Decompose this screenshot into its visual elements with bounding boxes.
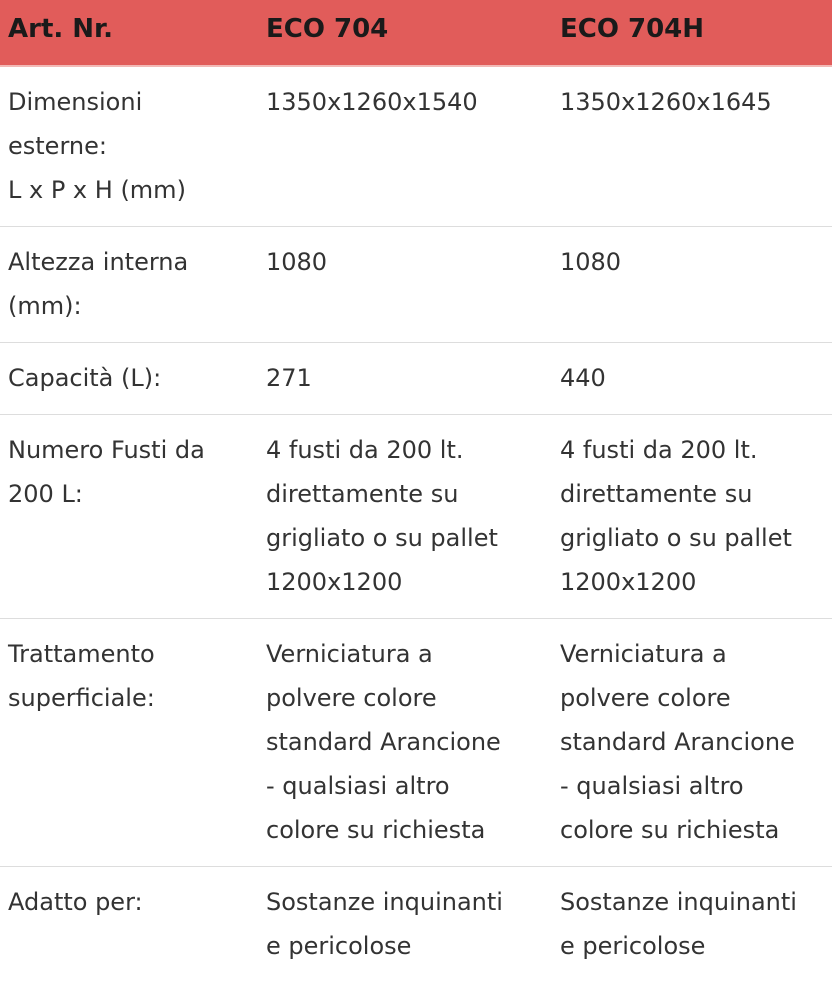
row-label: Altezza interna (mm): xyxy=(0,227,258,343)
cell-eco-704h: 4 fusti da 200 lt. direttamente su grigliato o su pallet 1200x1200 xyxy=(552,415,832,619)
row-label: Numero Fusti da 200 L: xyxy=(0,415,258,619)
cell-eco-704: Sostanze inquinanti e pericolose xyxy=(266,888,503,960)
row-label: Adatto per: xyxy=(8,888,143,916)
table-row-internal-height xyxy=(0,227,832,343)
cell-eco-704: 271 xyxy=(258,343,552,415)
table-row-capacity xyxy=(0,343,832,415)
table-row-external-dimensions xyxy=(0,66,832,227)
header-eco-704h: ECO 704H xyxy=(552,0,832,66)
header-article-number: Art. Nr. xyxy=(0,0,258,66)
table-row-drum-count xyxy=(0,415,832,619)
cell-eco-704h: Verniciatura a polvere colore standard Arancione - qualsiasi altro colore su richiesta xyxy=(552,619,832,867)
cell-eco-704h: 1080 xyxy=(552,227,832,343)
cell-eco-704: Verniciatura a polvere colore standard Arancione - qualsiasi altro colore su richiesta xyxy=(258,619,552,867)
table-row-suitable-for xyxy=(0,867,832,983)
cell-eco-704h: 1350x1260x1645 xyxy=(552,66,832,227)
cell-eco-704h: 440 xyxy=(552,343,832,415)
header-eco-704: ECO 704 xyxy=(258,0,552,66)
row-label: Trattamento superficiale: xyxy=(0,619,258,867)
table-row-surface-treatment xyxy=(0,619,832,867)
cell-eco-704: 1350x1260x1540 xyxy=(258,66,552,227)
row-label: Capacità (L): xyxy=(0,343,258,415)
cell-eco-704: 4 fusti da 200 lt. direttamente su grigliato o su pallet 1200x1200 xyxy=(258,415,552,619)
cell-eco-704h: Sostanze inquinanti e pericolose xyxy=(560,888,797,960)
row-label: Dimensioni esterne: L x P x H (mm) xyxy=(0,66,258,227)
cell-eco-704: 1080 xyxy=(258,227,552,343)
table-header-row xyxy=(0,0,832,66)
